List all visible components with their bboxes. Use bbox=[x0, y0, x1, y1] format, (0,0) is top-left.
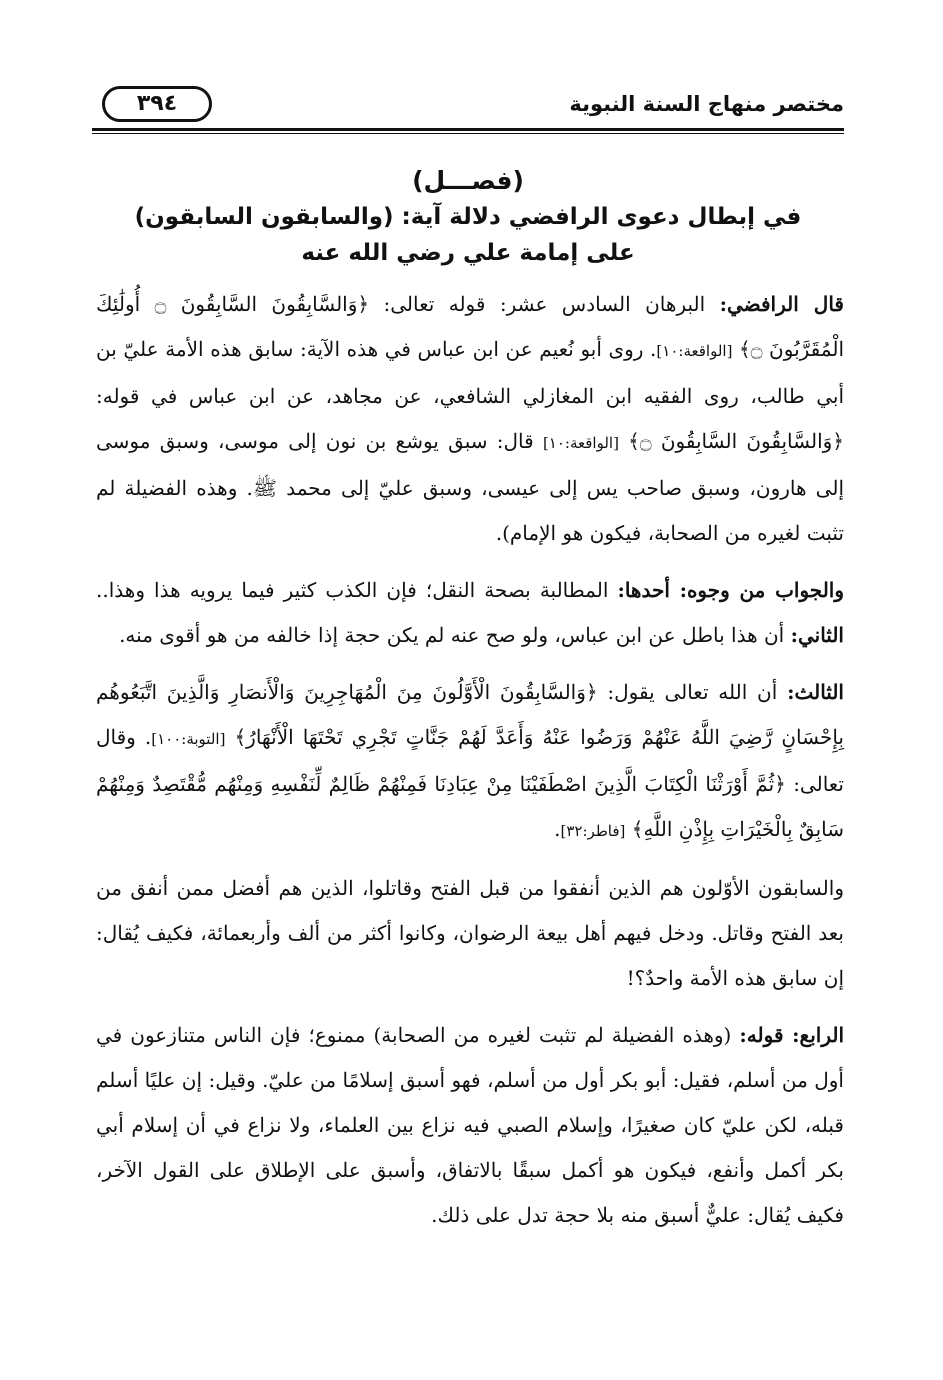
paragraph-claim bbox=[96, 282, 844, 556]
section-title-line2: على إمامة علي رضي الله عنه bbox=[301, 240, 635, 266]
verse-reference: [الواقعة:١٠] bbox=[656, 342, 733, 360]
section-heading bbox=[92, 163, 844, 271]
paragraph-text: قال: سبق يوشع بن نون إلى موسى، وسبق موسى إلى هارون، وسبق صاحب يس إلى عيسى، وسبق عليّ إلى محمد ﷺ. وهذه الفضيلة لم تثبت لغيره من الصحابة، فيكون هو الإمام). bbox=[96, 429, 845, 545]
running-title: مختصر منهاج السنة النبوية bbox=[569, 92, 844, 116]
body-text bbox=[96, 282, 844, 1250]
page-header bbox=[92, 82, 844, 130]
paragraph-text: والسابقون الأوّلون هم الذين أنفقوا من قبل الفتح وقاتلوا، الذين هم أفضل ممن أنفق من بعد الفتح وقاتل. ودخل فيهم أهل بيعة الرضوان، وكانوا أكثر من ألف وأربعمائة، فكيف يُقال: إن سابق هذه الأمة واحدٌ؟! bbox=[96, 876, 844, 990]
paragraph-lead: الثالث: bbox=[787, 680, 844, 704]
paragraph-lead: الرابع: قوله: bbox=[739, 1023, 845, 1047]
paragraph-text: البرهان السادس عشر: قوله تعالى: ﴿وَالسَّابِقُونَ السَّابِقُونَ ۝ أُولَٰئِكَ الْمُقَرَّبُونَ ۝﴾ bbox=[96, 292, 844, 361]
verse-reference: [فاطر:٣٢] bbox=[560, 822, 626, 840]
paragraph-lead: قال الرافضي: bbox=[719, 292, 844, 316]
paragraph-text: . روى أبو نُعيم عن ابن عباس في هذه الآية: سابق هذه الأمة عليّ بن أبي طالب، روى الفقيه ابن المغازلي الشافعي، عن مجاهد، عن ابن عباس في قوله: ﴿وَالسَّابِقُونَ السَّابِقُونَ ۝﴾ bbox=[96, 337, 845, 453]
section-label: (فصـــل) bbox=[412, 166, 524, 195]
paragraph-lead: والجواب من وجوه: أحدها: bbox=[617, 578, 844, 602]
header-rule bbox=[92, 128, 844, 131]
paragraph-earliest bbox=[96, 866, 844, 1001]
verse-reference: [الواقعة:١٠] bbox=[542, 434, 619, 452]
paragraph-lead: الثاني: bbox=[790, 623, 844, 647]
verse-reference: [التوبة:١٠٠] bbox=[151, 730, 226, 748]
paragraph-text: أن هذا باطل عن ابن عباس، ولو صح عنه لم يكن حجة إذا خالفه من هو أقوى منه. bbox=[119, 623, 791, 647]
paragraph-text: . وقال تعالى: ﴿ثُمَّ أَوْرَثْنَا الْكِتَابَ الَّذِينَ اصْطَفَيْنَا مِنْ عِبَادِنَا فَمِنْهُمْ ظَالِمٌ لِّنَفْسِهِ وَمِنْهُم مُّقْتَصِدٌ وَمِنْهُمْ سَابِقٌ بِالْخَيْرَاتِ بِإِذْنِ اللَّهِ﴾ bbox=[96, 725, 844, 841]
section-title-line1: في إبطال دعوى الرافضي دلالة آية: (والسابقون السابقون) bbox=[134, 204, 802, 230]
paragraph-text: . bbox=[554, 817, 561, 841]
paragraph-third bbox=[96, 670, 844, 854]
paragraph-text: المطالبة بصحة النقل؛ فإن الكذب كثير فيما يرويه هذا وهذا.. bbox=[96, 578, 618, 602]
paragraph-text: (وهذه الفضيلة لم تثبت لغيره من الصحابة) ممنوع؛ فإن الناس متنازعون في أول من أسلم، فقيل: أبو بكر أول من أسلم، فهو أسبق إسلامًا من عليّ. وقيل: إن عليًا أسلم قبله، لكن عليّ كان صغيرًا، وإسلام الصبي فيه نزاع بين العلماء، ولا نزاع في أن إسلام أبي بكر أكمل وأنفع، فيكون هو أكمل سبقًا بالاتفاق، وأسبق على الإطلاق على القول الآخر، فكيف يُقال: عليٌّ أسبق منه بلا حجة تدل على ذلك. bbox=[96, 1023, 845, 1227]
paragraph-text: أن الله تعالى يقول: ﴿وَالسَّابِقُونَ الْأَوَّلُونَ مِنَ الْمُهَاجِرِينَ وَالْأَنصَارِ وَالَّذِينَ اتَّبَعُوهُم بِإِحْسَانٍ رَّضِيَ اللَّهُ عَنْهُمْ وَرَضُوا عَنْهُ وَأَعَدَّ لَهُمْ جَنَّاتٍ تَجْرِي تَحْتَهَا الْأَنْهَارُ﴾ bbox=[96, 680, 845, 749]
page-number: ٣٩٤ bbox=[102, 86, 212, 122]
paragraph-fourth bbox=[96, 1013, 844, 1238]
paragraph-answer bbox=[96, 568, 844, 658]
